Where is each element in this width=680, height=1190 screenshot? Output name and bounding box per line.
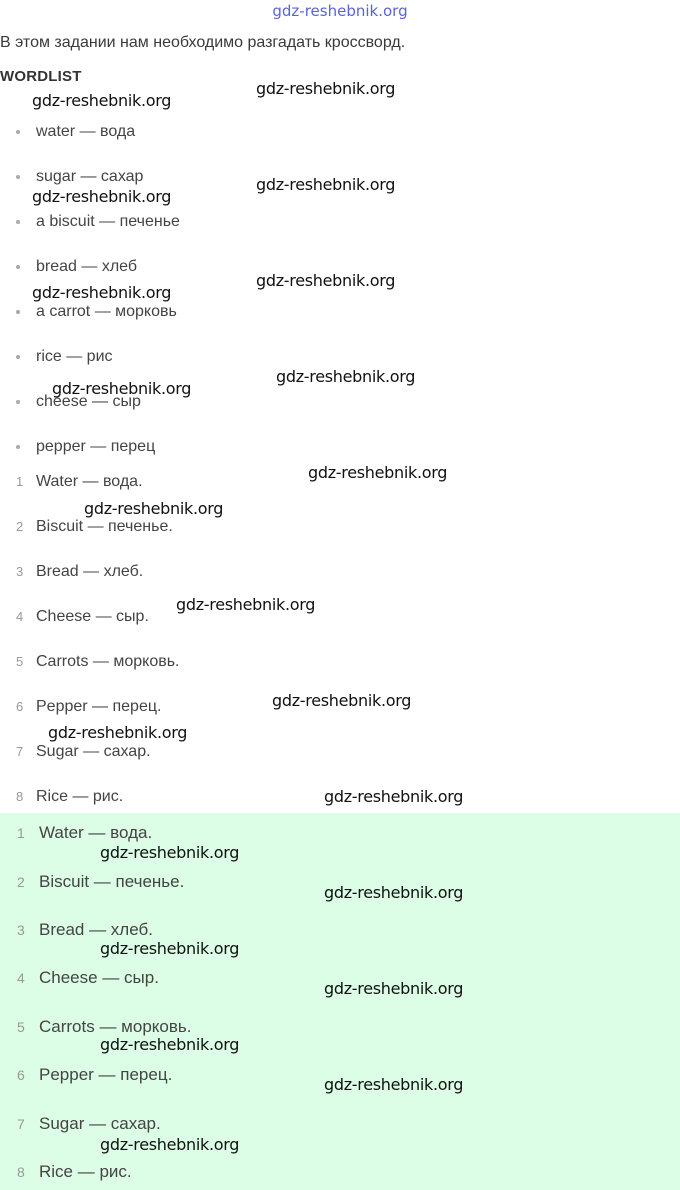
- bullet-icon: [16, 355, 20, 359]
- watermark: gdz-reshebnik.org: [276, 367, 416, 386]
- list-item: rice — рис: [18, 348, 113, 366]
- watermark: gdz-reshebnik.org: [324, 979, 464, 998]
- site-watermark-top: gdz-reshebnik.org: [272, 2, 408, 20]
- list-item: 2 Biscuit — печенье.: [16, 518, 173, 535]
- list-item: 6 Pepper — перец.: [16, 698, 162, 715]
- list-item: 1 Water — вода.: [16, 473, 143, 490]
- watermark: gdz-reshebnik.org: [308, 463, 448, 482]
- bullet-icon: [16, 400, 20, 404]
- list-item: 5 Carrots — морковь.: [16, 653, 180, 670]
- bullet-icon: [16, 445, 20, 449]
- watermark: gdz-reshebnik.org: [100, 1135, 240, 1154]
- list-item: 1 Water — вода.: [17, 823, 153, 842]
- list-item: sugar — сахар: [18, 168, 143, 186]
- list-item: 4 Cheese — сыр.: [17, 968, 159, 987]
- watermark: gdz-reshebnik.org: [256, 175, 396, 194]
- watermark: gdz-reshebnik.org: [256, 79, 396, 98]
- bullet-icon: [16, 175, 20, 179]
- list-item: a carrot — морковь: [18, 303, 177, 321]
- bullet-icon: [16, 265, 20, 269]
- watermark: gdz-reshebnik.org: [324, 787, 464, 806]
- list-item: pepper — перец: [18, 438, 155, 456]
- wordlist-title: WORDLIST: [0, 68, 82, 85]
- watermark: gdz-reshebnik.org: [100, 939, 240, 958]
- list-item: 2 Biscuit — печенье.: [17, 872, 185, 891]
- list-item: 7 Sugar — сахар.: [16, 743, 151, 760]
- list-item: 8 Rice — рис.: [16, 788, 124, 805]
- watermark: gdz-reshebnik.org: [84, 499, 224, 518]
- watermark: gdz-reshebnik.org: [324, 883, 464, 902]
- watermark: gdz-reshebnik.org: [52, 379, 192, 398]
- watermark: gdz-reshebnik.org: [100, 1035, 240, 1054]
- watermark: gdz-reshebnik.org: [256, 271, 396, 290]
- watermark: gdz-reshebnik.org: [100, 843, 240, 862]
- intro-text: В этом задании нам необходимо разгадать кроссворд.: [0, 34, 406, 51]
- answer-box: [0, 813, 680, 1190]
- list-item: cheese — сыр: [18, 393, 141, 411]
- watermark: gdz-reshebnik.org: [32, 283, 172, 302]
- list-item: 7 Sugar — сахар.: [17, 1114, 161, 1133]
- list-item: a biscuit — печенье: [18, 213, 180, 231]
- bullet-icon: [16, 130, 20, 134]
- list-item: 5 Carrots — морковь.: [17, 1017, 192, 1036]
- list-item: 3 Bread — хлеб.: [16, 563, 144, 580]
- list-item: 3 Bread — хлеб.: [17, 920, 153, 939]
- watermark: gdz-reshebnik.org: [32, 91, 172, 110]
- watermark: gdz-reshebnik.org: [324, 1075, 464, 1094]
- list-item: water — вода: [18, 123, 135, 141]
- bullet-icon: [16, 310, 20, 314]
- list-item: 4 Cheese — сыр.: [16, 608, 149, 625]
- watermark: gdz-reshebnik.org: [272, 691, 412, 710]
- list-item: 8 Rice — рис.: [17, 1162, 132, 1181]
- list-item: bread — хлеб: [18, 258, 137, 276]
- watermark: gdz-reshebnik.org: [176, 595, 316, 614]
- bullet-icon: [16, 220, 20, 224]
- watermark: gdz-reshebnik.org: [32, 187, 172, 206]
- watermark: gdz-reshebnik.org: [48, 723, 188, 742]
- list-item: 6 Pepper — перец.: [17, 1065, 173, 1084]
